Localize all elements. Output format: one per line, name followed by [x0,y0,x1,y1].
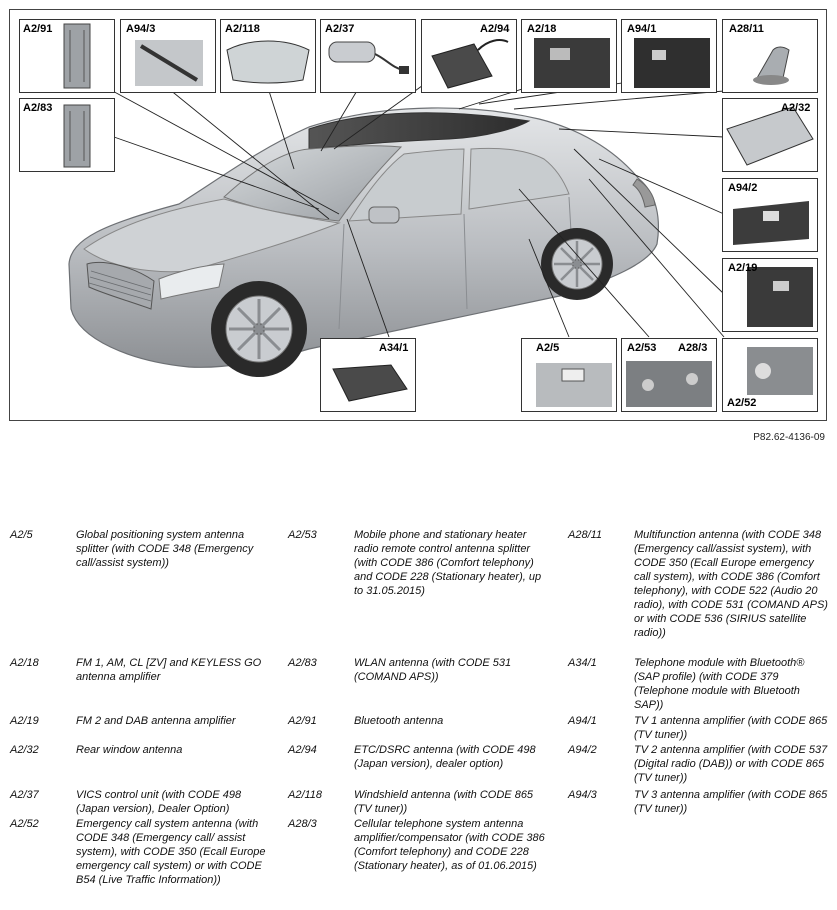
callout-a2-5 [521,338,617,412]
callout-a94-2 [722,178,818,252]
callout-label: A2/19 [728,262,758,274]
rear-wheel [541,228,613,300]
callout-a2-18 [521,19,617,93]
callout-label: A28/3 [678,342,708,354]
callout-a2-32 [722,98,818,172]
callout-a2-91 [19,19,115,93]
callout-label: A2/91 [23,23,53,35]
callout-a2-19 [722,258,818,332]
callout-a94-3 [120,19,216,93]
callout-label: A2/18 [527,23,557,35]
callout-label: A94/2 [728,182,758,194]
front-wheel [211,281,307,377]
callout-label: A2/52 [727,397,757,409]
callout-a2-52 [722,338,818,412]
callout-label: A2/94 [480,23,510,35]
callout-label: A2/118 [225,23,260,35]
callout-a2-83 [19,98,115,172]
callout-a2-94 [421,19,517,93]
callout-a2-118 [220,19,316,93]
callout-label: A2/5 [536,342,560,354]
callout-a28-11 [722,19,818,93]
callout-a34-1 [320,338,416,412]
callout-label: A2/37 [325,23,355,35]
side-mirror [369,207,399,223]
callout-label: A2/32 [781,102,811,114]
callout-label: A94/1 [627,23,657,35]
callout-label: A2/83 [23,102,53,114]
callout-label: A34/1 [379,342,409,354]
callout-label: A2/53 [627,342,657,354]
callout-label: A28/11 [729,23,764,35]
callout-a2-37 [320,19,416,93]
callout-label: A94/3 [126,23,156,35]
figure-reference: P82.62-4136-09 [753,432,825,443]
callout-a2-53-a28-3 [621,338,717,412]
callout-a94-1 [621,19,717,93]
